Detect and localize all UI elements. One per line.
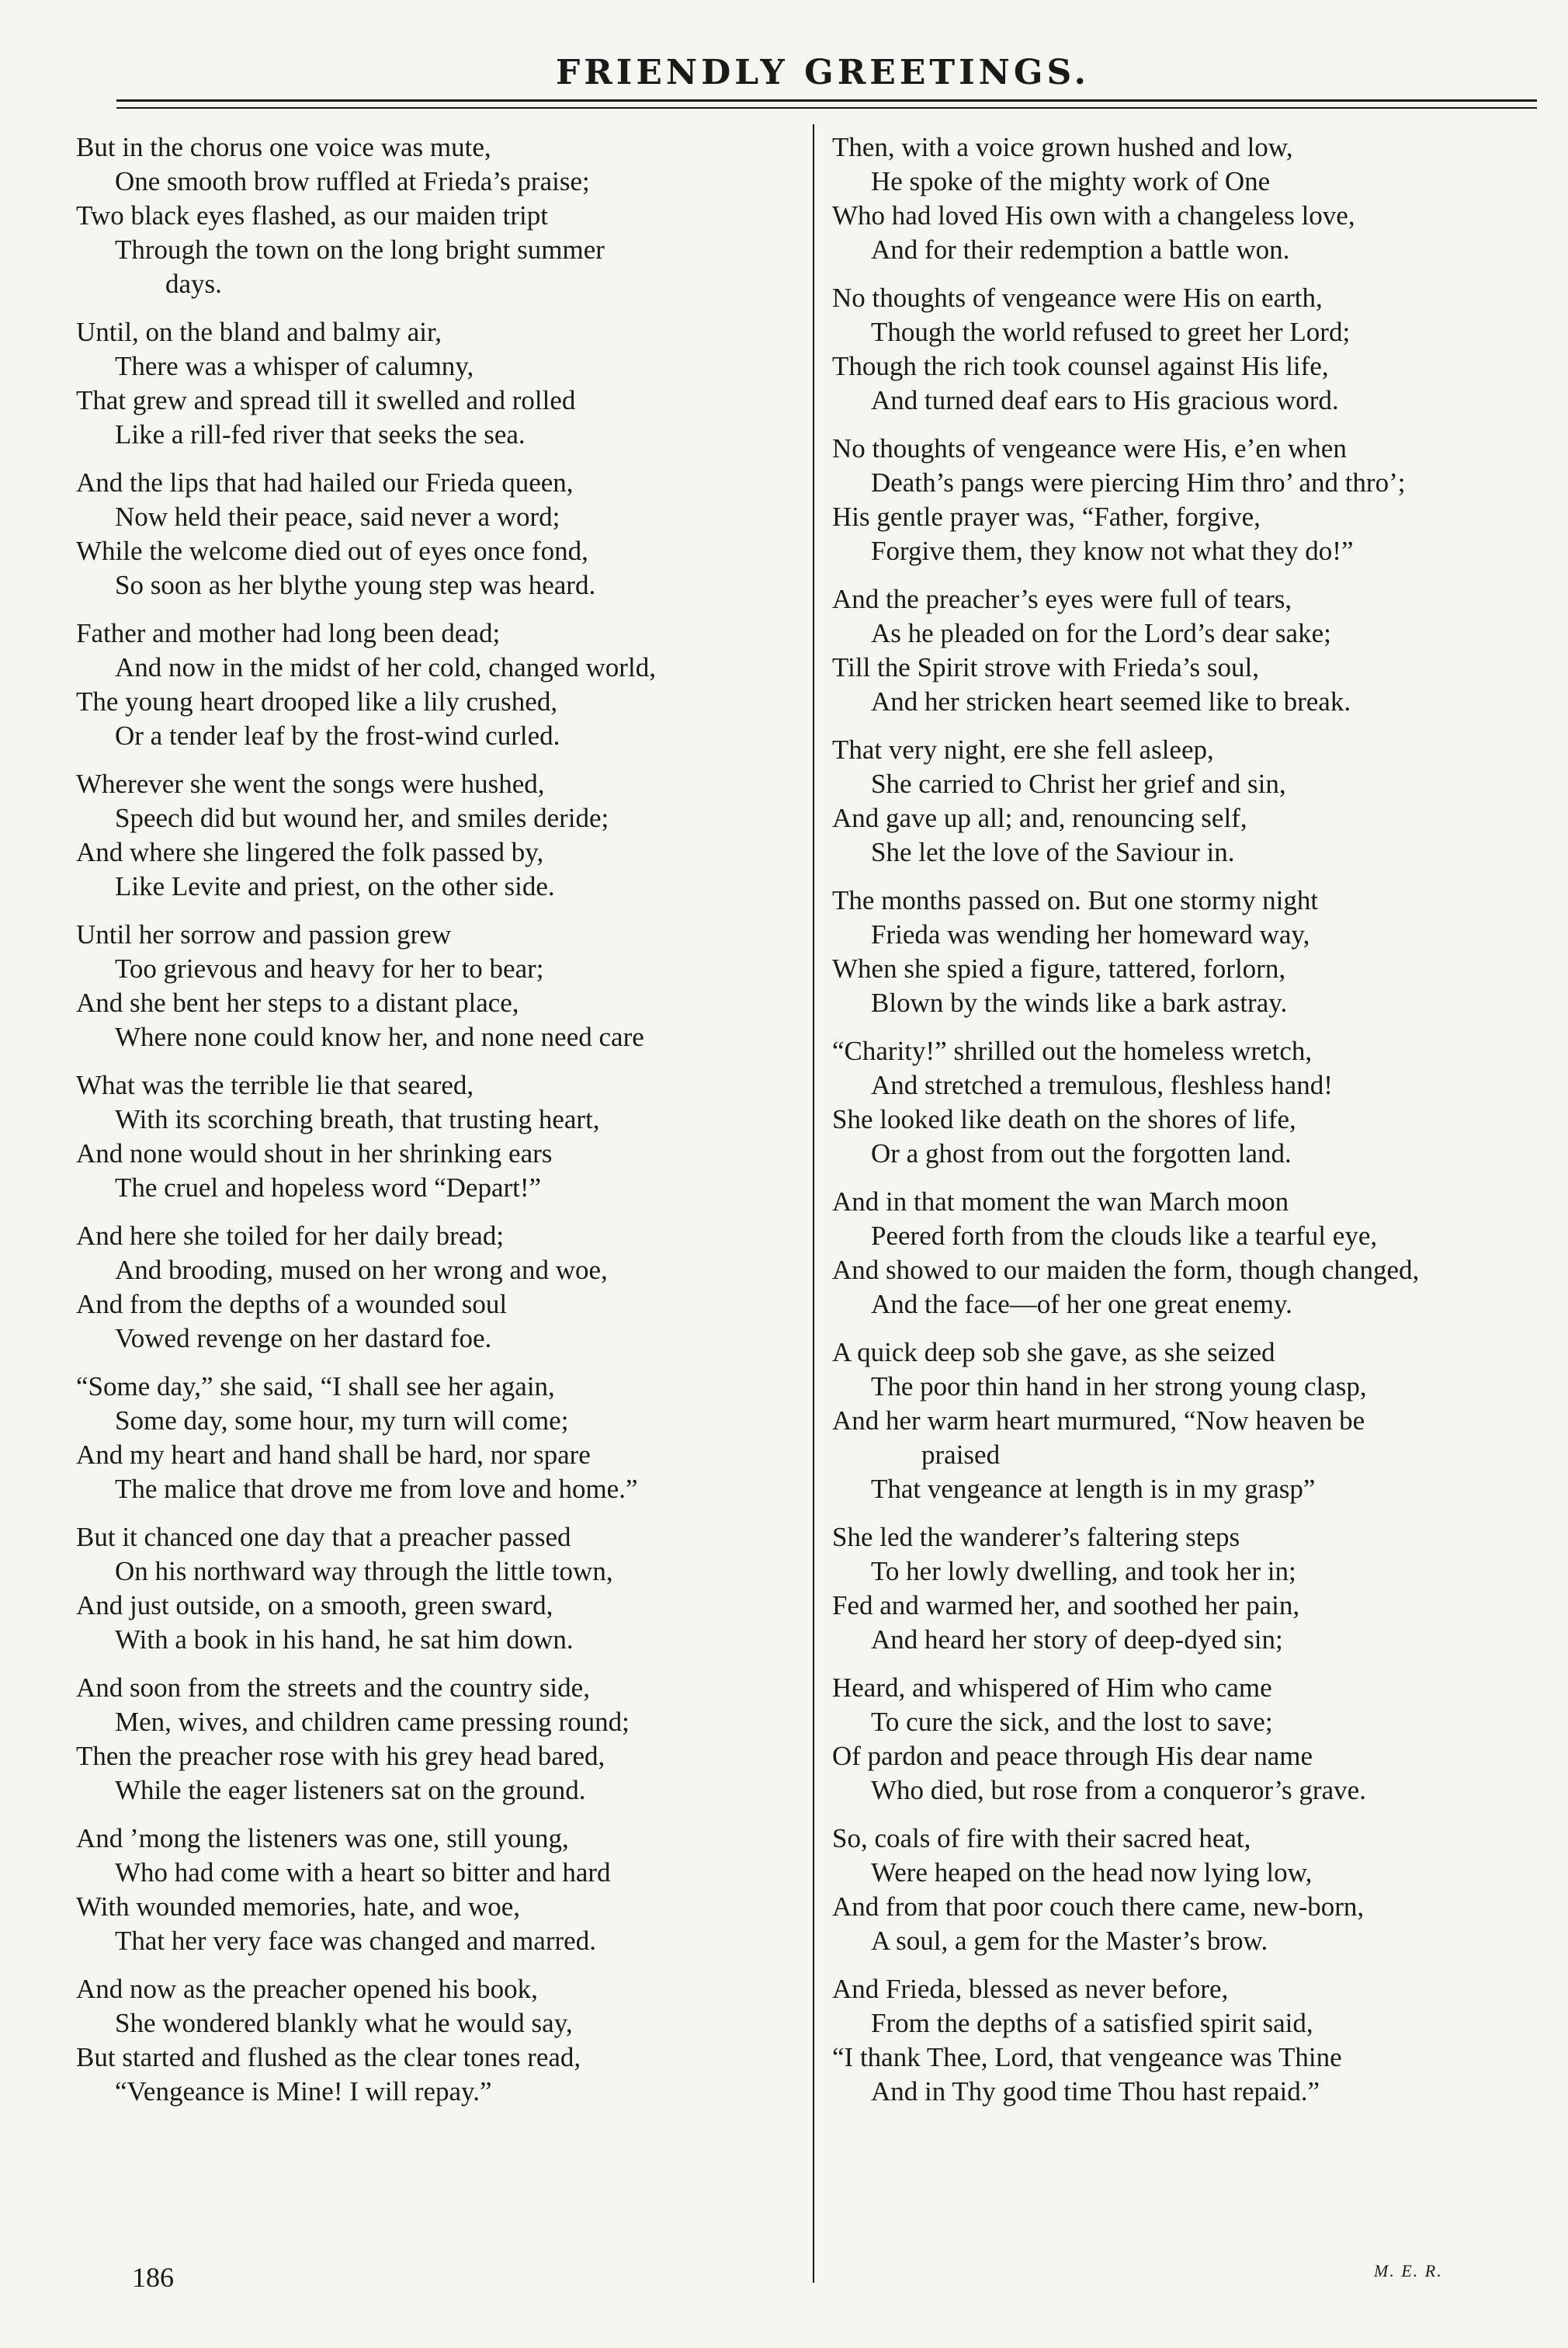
column-divider — [813, 124, 814, 2283]
poem-line: To cure the sick, and the lost to save; — [871, 1707, 1273, 1737]
poem-line: Forgive them, they know not what they do!” — [871, 536, 1354, 566]
poem-line: And heard her story of deep-dyed sin; — [871, 1624, 1283, 1655]
poem-line: Like Levite and priest, on the other side. — [115, 871, 555, 901]
poem-line: days. — [165, 269, 222, 299]
stanza — [76, 1370, 802, 1506]
poem-line: The months passed on. But one stormy night — [832, 885, 1319, 915]
poem-line: “Charity!” shrilled out the homeless wretch, — [832, 1036, 1313, 1066]
stanza — [76, 315, 802, 452]
poem-line: praised — [921, 1440, 1001, 1470]
poem-line: While the eager listeners sat on the ground. — [115, 1775, 586, 1805]
poem-line: Then, with a voice grown hushed and low, — [832, 132, 1293, 162]
stanza — [76, 918, 802, 1054]
poem-line: Peered forth from the clouds like a tearful eye, — [871, 1221, 1378, 1251]
poem-line: Frieda was wending her homeward way, — [871, 919, 1310, 950]
poem-line: And the face—of her one great enemy. — [871, 1289, 1292, 1319]
header-rule-top — [116, 99, 1537, 102]
stanza — [76, 466, 802, 603]
poem-line: And from the depths of a wounded soul — [76, 1289, 508, 1319]
stanza — [76, 767, 802, 904]
poem-line: And stretched a tremulous, fleshless hand! — [871, 1070, 1333, 1100]
right-column — [832, 130, 1542, 2123]
stanza — [832, 1822, 1542, 1958]
poem-line: Through the town on the long bright summer — [115, 234, 605, 265]
stanza — [832, 733, 1542, 870]
poem-line: To her lowly dwelling, and took her in; — [871, 1556, 1296, 1586]
poem-line: With a book in his hand, he sat him down. — [115, 1624, 574, 1655]
poem-line: That vengeance at length is in my grasp” — [871, 1474, 1316, 1504]
poem-line: The malice that drove me from love and home.” — [115, 1474, 638, 1504]
poem-line: No thoughts of vengeance were His, e’en when — [832, 433, 1347, 464]
poem-line: Fed and warmed her, and soothed her pain, — [832, 1590, 1300, 1620]
poem-line: A quick deep sob she gave, as she seized — [832, 1337, 1275, 1367]
poem-line: When she spied a figure, tattered, forlorn, — [832, 953, 1286, 984]
stanza — [76, 1520, 802, 1657]
poem-line: What was the terrible lie that seared, — [76, 1070, 474, 1100]
stanza — [76, 617, 802, 753]
stanza — [76, 1219, 802, 1356]
poem-line: And ’mong the listeners was one, still young, — [76, 1823, 569, 1853]
poem-line: Until, on the bland and balmy air, — [76, 317, 442, 347]
poem-line: Blown by the winds like a bark astray. — [871, 988, 1288, 1018]
stanza — [832, 1336, 1542, 1506]
left-column — [76, 130, 802, 2123]
poem-line: With wounded memories, hate, and woe, — [76, 1891, 521, 1922]
poem-line: Heard, and whispered of Him who came — [832, 1672, 1272, 1703]
poem-line: And none would shout in her shrinking ears — [76, 1138, 553, 1169]
poem-line: Vowed revenge on her dastard foe. — [115, 1323, 492, 1353]
poem-line: Of pardon and peace through His dear name — [832, 1741, 1313, 1771]
poem-line: As he pleaded on for the Lord’s dear sake; — [871, 618, 1331, 648]
poem-line: Wherever she went the songs were hushed, — [76, 769, 545, 799]
poem-line: So, coals of fire with their sacred heat, — [832, 1823, 1251, 1853]
page-header-title: FRIENDLY GREETINGS. — [555, 53, 1090, 92]
poem-line: Who had come with a heart so bitter and hard — [115, 1857, 611, 1888]
stanza — [832, 884, 1542, 1020]
poem-line: “Some day,” she said, “I shall see her again, — [76, 1371, 555, 1402]
poem-line: Though the rich took counsel against His life, — [832, 351, 1329, 381]
stanza — [76, 1822, 802, 1958]
stanza — [832, 1671, 1542, 1808]
poem-line: And gave up all; and, renouncing self, — [832, 803, 1247, 833]
poem-line: That her very face was changed and marred. — [115, 1926, 596, 1956]
poem-line: And turned deaf ears to His gracious word. — [871, 385, 1339, 415]
poem-line: And where she lingered the folk passed by, — [76, 837, 544, 867]
poem-line: Then the preacher rose with his grey head bared, — [76, 1741, 605, 1771]
poem-line: Where none could know her, and none need care — [115, 1022, 644, 1052]
stanza — [832, 432, 1542, 568]
poem-line: But started and flushed as the clear tones read, — [76, 2042, 581, 2072]
poem-line: She carried to Christ her grief and sin, — [871, 769, 1286, 799]
poem-line: From the depths of a satisfied spirit said, — [871, 2008, 1313, 2038]
poem-line: Or a ghost from out the forgotten land. — [871, 1138, 1292, 1169]
poem-line: Who had loved His own with a changeless love, — [832, 200, 1355, 231]
poem-line: He spoke of the mighty work of One — [871, 166, 1271, 196]
stanza — [832, 1185, 1542, 1322]
poem-line: Father and mother had long been dead; — [76, 618, 501, 648]
poem-line: And showed to our maiden the form, though changed, — [832, 1255, 1420, 1285]
poem-line: And in that moment the wan March moon — [832, 1186, 1289, 1217]
poem-line: And her stricken heart seemed like to break. — [871, 686, 1351, 717]
poem-line: His gentle prayer was, “Father, forgive, — [832, 502, 1261, 532]
poem-line: Speech did but wound her, and smiles deride; — [115, 803, 609, 833]
poem-line: There was a whisper of calumny, — [115, 351, 474, 381]
stanza — [832, 582, 1542, 719]
stanza — [832, 1520, 1542, 1657]
stanza — [832, 1972, 1542, 2109]
poem-line: Now held their peace, said never a word; — [115, 502, 560, 532]
page-number: 186 — [132, 2262, 174, 2293]
poem-line: But in the chorus one voice was mute, — [76, 132, 491, 162]
stanza — [76, 130, 802, 301]
poem-line: A soul, a gem for the Master’s brow. — [871, 1926, 1268, 1956]
stanza — [76, 1972, 802, 2109]
poem-line: That very night, ere she fell asleep, — [832, 735, 1214, 765]
poem-line: Who died, but rose from a conqueror’s grave. — [871, 1775, 1366, 1805]
poem-line: Two black eyes flashed, as our maiden tript — [76, 200, 548, 231]
poem-line: Like a rill-fed river that seeks the sea. — [115, 419, 526, 450]
poem-line: And in Thy good time Thou hast repaid.” — [871, 2076, 1320, 2107]
poem-line: So soon as her blythe young step was heard. — [115, 570, 596, 600]
poem-line: And from that poor couch there came, new-born, — [832, 1891, 1365, 1922]
poem-line: And my heart and hand shall be hard, nor spare — [76, 1440, 591, 1470]
author-signature: M. E. R. — [1374, 2261, 1443, 2280]
poem-line: And her warm heart murmured, “Now heaven be — [832, 1405, 1365, 1436]
poem-line: And now as the preacher opened his book, — [76, 1974, 538, 2004]
poem-line: That grew and spread till it swelled and rolled — [76, 385, 576, 415]
poem-line: And the preacher’s eyes were full of tears, — [832, 584, 1292, 614]
poem-line: She wondered blankly what he would say, — [115, 2008, 573, 2038]
stanza — [832, 281, 1542, 418]
poem-line: She looked like death on the shores of life, — [832, 1104, 1296, 1134]
poem-line: And for their redemption a battle won. — [871, 234, 1290, 265]
poem-line: And soon from the streets and the country side, — [76, 1672, 590, 1703]
poem-line: Though the world refused to greet her Lord; — [871, 317, 1351, 347]
poem-line: Or a tender leaf by the frost-wind curled. — [115, 721, 560, 751]
poem-line: And she bent her steps to a distant place, — [76, 988, 519, 1018]
stanza — [76, 1068, 802, 1205]
header-rule-bottom — [116, 107, 1537, 109]
poem-line: Until her sorrow and passion grew — [76, 919, 452, 950]
poem-line: She led the wanderer’s faltering steps — [832, 1522, 1240, 1552]
poem-line: On his northward way through the little town, — [115, 1556, 613, 1586]
poem-line: Death’s pangs were piercing Him thro’ and thro’; — [871, 467, 1406, 498]
poem-line: Some day, some hour, my turn will come; — [115, 1405, 569, 1436]
poem-line: The young heart drooped like a lily crushed, — [76, 686, 558, 717]
poem-line: She let the love of the Saviour in. — [871, 837, 1235, 867]
poem-line: And just outside, on a smooth, green sward, — [76, 1590, 553, 1620]
stanza — [832, 1034, 1542, 1171]
poem-line: One smooth brow ruffled at Frieda’s praise; — [115, 166, 590, 196]
poem-line: And here she toiled for her daily bread; — [76, 1221, 505, 1251]
poem-line: “Vengeance is Mine! I will repay.” — [115, 2076, 492, 2107]
poem-line: Men, wives, and children came pressing round; — [115, 1707, 630, 1737]
poem-line: And brooding, mused on her wrong and woe, — [115, 1255, 608, 1285]
stanza — [76, 1671, 802, 1808]
poem-line: “I thank Thee, Lord, that vengeance was Thine — [832, 2042, 1342, 2072]
poem-line: While the welcome died out of eyes once fond, — [76, 536, 588, 566]
poem-line: And now in the midst of her cold, changed world, — [115, 652, 656, 683]
poem-line: No thoughts of vengeance were His on earth, — [832, 283, 1323, 313]
poem-line: And the lips that had hailed our Frieda queen, — [76, 467, 574, 498]
poem-line: The poor thin hand in her strong young clasp, — [871, 1371, 1367, 1402]
poem-line: Were heaped on the head now lying low, — [871, 1857, 1313, 1888]
poem-line: Too grievous and heavy for her to bear; — [115, 953, 544, 984]
poem-line: And Frieda, blessed as never before, — [832, 1974, 1229, 2004]
stanza — [832, 130, 1542, 267]
poem-line: But it chanced one day that a preacher passed — [76, 1522, 571, 1552]
poem-line: With its scorching breath, that trusting heart, — [115, 1104, 600, 1134]
poem-line: Till the Spirit strove with Frieda’s soul, — [832, 652, 1259, 683]
poem-line: The cruel and hopeless word “Depart!” — [115, 1172, 542, 1203]
